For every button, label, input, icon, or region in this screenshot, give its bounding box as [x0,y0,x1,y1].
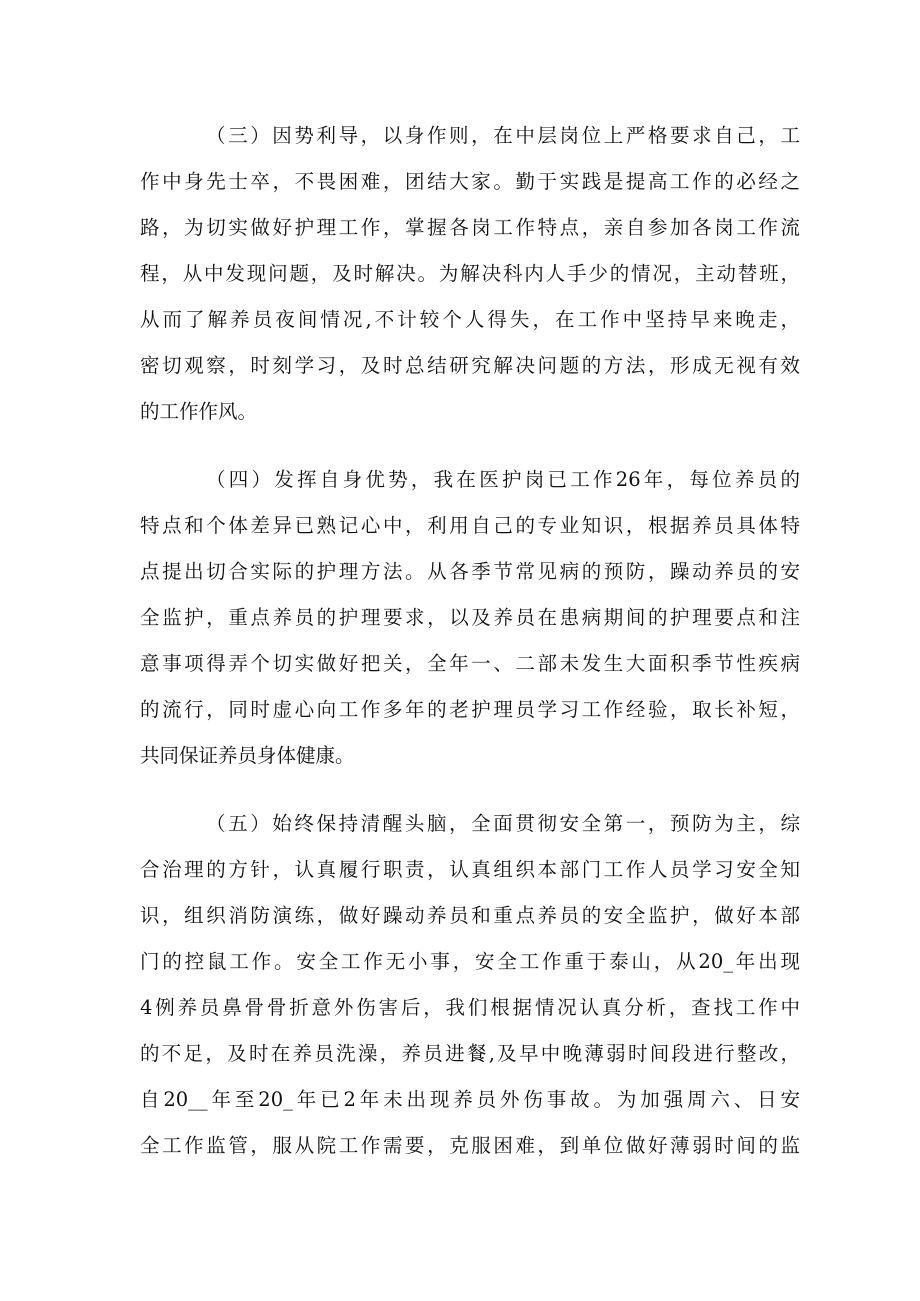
text-line: 特点和个体差异已熟记心中，利用自己的专业知识，根据养员具体特 [140,514,800,537]
text-line: 门的控鼠工作。安全工作无小事，安全工作重于泰山，从20_年出现 [140,950,800,973]
text-line: 点提出切合实际的护理方法。从各季节常见病的预防，躁动养员的安 [140,560,800,583]
text-line: 从而了解养员夜间情况,不计较个人得失，在工作中坚持早来晚走， [140,308,800,331]
text-line: （四）发挥自身优势，我在医护岗已工作26年，每位养员的 [206,468,800,491]
text-line: （五）始终保持清醒头脑，全面贯彻安全第一，预防为主，综 [206,812,800,835]
text-line: 全监护，重点养员的护理要求，以及养员在患病期间的护理要点和注 [140,606,800,629]
text-line: 的流行，同时虚心向工作多年的老护理员学习工作经验，取长补短， [140,698,800,721]
text-line: （三）因势利导，以身作则，在中层岗位上严格要求自己，工 [206,124,800,147]
text-line: 程，从中发现问题，及时解决。为解决科内人手少的情况，主动替班， [140,262,800,285]
paragraph-5 [140,801,800,1169]
text-line: 全工作监管，服从院工作需要，克服困难，到单位做好薄弱时间的监 [140,1134,800,1157]
paragraph-3 [140,113,800,435]
text-line: 的不足，及时在养员洗澡，养员进餐,及早中晚薄弱时间段进行整改， [140,1042,800,1065]
text-line: 4例养员鼻骨骨折意外伤害后，我们根据情况认真分析，查找工作中 [140,996,800,1019]
text-line: 意事项得弄个切实做好把关，全年一、二部未发生大面积季节性疾病 [140,652,800,675]
text-line: 作中身先士卒，不畏困难，团结大家。勤于实践是提高工作的必经之 [140,170,800,193]
paragraph-4 [140,457,800,779]
text-line: 的工作作风。 [140,400,258,423]
text-line: 共同保证养员身体健康。 [140,744,355,767]
text-line: 合治理的方针，认真履行职责，认真组织本部门工作人员学习安全知 [140,858,800,881]
text-line: 识，组织消防演练，做好躁动养员和重点养员的安全监护，做好本部 [140,904,800,927]
text-line: 密切观察，时刻学习，及时总结研究解决问题的方法，形成无视有效 [140,354,800,377]
text-line: 路，为切实做好护理工作，掌握各岗工作特点，亲自参加各岗工作流 [140,216,800,239]
text-line: 自20__年至20_年已2年未出现养员外伤事故。为加强周六、日安 [140,1088,800,1111]
